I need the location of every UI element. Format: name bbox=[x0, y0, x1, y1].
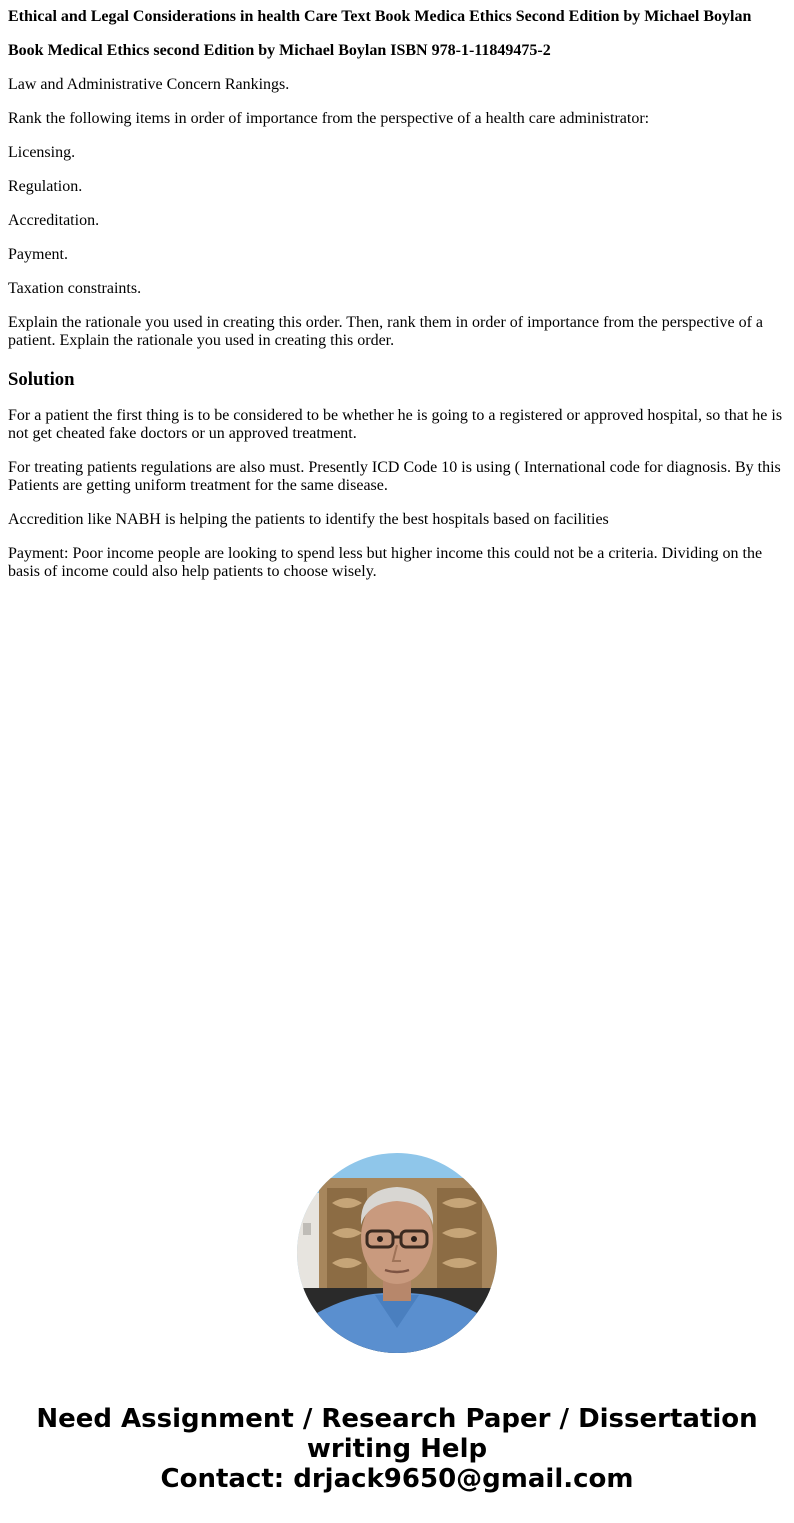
document-title: Ethical and Legal Considerations in health Care Text Book Medica Ethics Second Edition by Michael Boylan bbox=[8, 8, 752, 25]
intro-text: Law and Administrative Concern Rankings. bbox=[8, 76, 290, 93]
explain-text: Explain the rationale you used in creating this order. Then, rank them in order of importance from the perspective of a patient. Explain the rationale you used in creating this order. bbox=[8, 314, 764, 349]
avatar bbox=[297, 1153, 497, 1353]
solution-paragraph: For treating patients regulations are also must. Presently ICD Code 10 is using ( International code for diagnosis. By this Patients are getting uniform treatment for the same disease. bbox=[8, 459, 781, 494]
list-item: Taxation constraints. bbox=[8, 280, 142, 297]
list-item: Accreditation. bbox=[8, 212, 100, 229]
solution-paragraph: Payment: Poor income people are looking to spend less but higher income this could not be a criteria. Dividing on the basis of income could also help patients to choose wisely. bbox=[8, 545, 763, 580]
document-body bbox=[8, 8, 786, 597]
solution-paragraph: For a patient the first thing is to be considered to be whether he is going to a registered or approved hospital, so that he is not get cheated fake doctors or un approved treatment. bbox=[8, 407, 783, 442]
solution-paragraph: Accredition like NABH is helping the patients to identify the best hospitals based on facilities bbox=[8, 511, 609, 528]
promo-banner bbox=[0, 1404, 794, 1494]
wall-switch-panel bbox=[297, 1193, 319, 1303]
instruction-text: Rank the following items in order of importance from the perspective of a health care administrator: bbox=[8, 110, 650, 127]
document-subtitle: Book Medical Ethics second Edition by Michael Boylan ISBN 978-1-11849475-2 bbox=[8, 42, 551, 59]
list-item: Licensing. bbox=[8, 144, 76, 161]
promo-line-2: Contact: drjack9650@gmail.com bbox=[160, 1464, 634, 1494]
list-item: Regulation. bbox=[8, 178, 83, 195]
author-photo-icon bbox=[297, 1153, 497, 1353]
list-item: Payment. bbox=[8, 246, 68, 263]
promo-line-1: Need Assignment / Research Paper / Dissertation writing Help bbox=[36, 1404, 758, 1464]
solution-heading: Solution bbox=[8, 369, 75, 390]
